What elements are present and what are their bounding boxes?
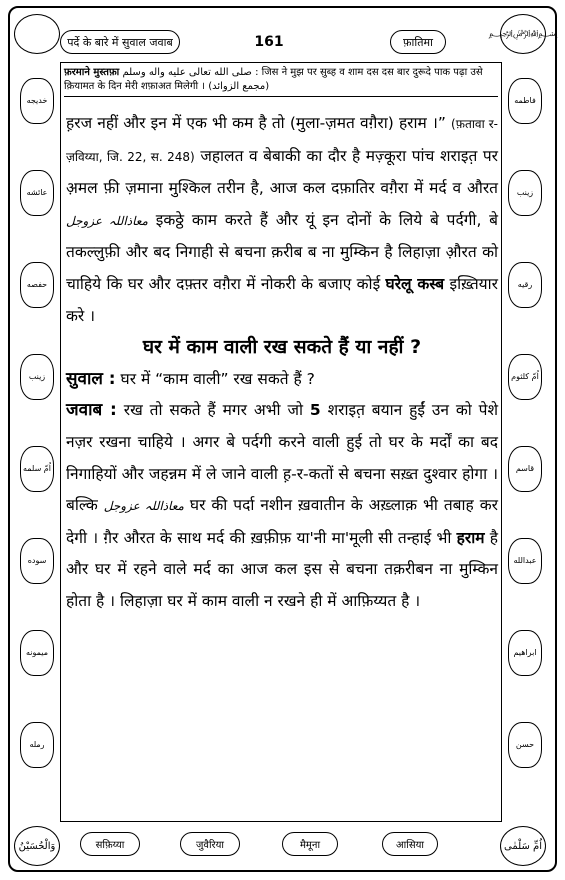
side-right-cartouche: عبدالله: [508, 538, 542, 584]
footer-cartouche-3: मैमूना: [282, 832, 338, 856]
side-right-cartouche: زينب: [508, 170, 542, 216]
body-text: [66, 108, 498, 618]
paragraph-1: [66, 108, 498, 332]
side-right-cartouche: حسن: [508, 722, 542, 768]
farman-label: फ़रमाने मुस्तफ़ा: [64, 67, 120, 78]
answer-text-3: घर की पर्दा नशीन ख़वातीन के अख़्लाक़ भी तबाह कर देगी । ग़ैर औरत के साथ मर्द की ख़फ़ीफ़ या'नी मा'मूली सी तन्हाई भी: [66, 496, 499, 547]
p1-continuation-2: इकठ्ठे काम करते हैं और यूं इन दोनों के लिये बे पर्दगी, बे तकल्लुफ़ी और बद निगाही से बचना क़रीब ब ना मुम्किन है लिहाज़ा औ़रत को चाहिये कि घर और दफ़्तर वग़ैरा में नोकरी के बजाए कोई: [66, 210, 498, 293]
side-right-cartouche: اُمّ كلثوم: [508, 354, 542, 400]
side-left-cartouche: ميمونه: [20, 630, 54, 676]
bold-term-2: हराम: [456, 528, 485, 547]
p1-text: ह़रज नहीं और इन में एक भी कम है तो (मुला-ज़मत वग़ैरा) हराम ।”: [66, 114, 446, 132]
arabic-phrase-2: معاذاللہ عزوجل: [103, 499, 184, 514]
side-right-cartouche: رقيه: [508, 262, 542, 308]
side-left-cartouche: خديجه: [20, 78, 54, 124]
arabic-phrase-1: معاذاللہ عزوجل: [66, 213, 148, 228]
bold-term-1: घरेलू कस्ब: [385, 274, 445, 293]
side-right-cartouche: ابراهيم: [508, 630, 542, 676]
p1-end: इख़्तियार करे ।: [66, 274, 498, 325]
answer: [66, 395, 498, 617]
farman-line: [64, 66, 498, 97]
answer-text-4: है और घर में रहने वाले मर्द का आज कल इस से बचना तक़रीबन ना मुम्किन होता है । लिहाज़ा घर में काम वाली न रखने ही में आफ़िय्यत है ।: [66, 528, 498, 610]
page-number: 161: [254, 34, 284, 50]
farman-arabic: صلى الله تعالى عليه واله وسلم: [122, 67, 252, 78]
side-left-cartouche: رمله: [20, 722, 54, 768]
footer-cartouche-4: आसिया: [382, 832, 438, 856]
footer-cartouche-2: जुवैरिया: [180, 832, 240, 856]
corner-top-right: ﷽: [500, 14, 546, 54]
p1-continuation: जहालत व बेबाकी का दौर है मज़्कूरा पांच शराइत़ पर अ़मल फ़ी ज़माना मुश्किल तरीन है, आज कल दफ़ातिर वग़ैरा में मर्द व औरत: [66, 146, 498, 198]
section-heading: घर में काम वाली रख सकते हैं या नहीं ?: [142, 336, 422, 359]
farman-ref: (مجمع الزوائد): [208, 81, 270, 92]
answer-number: 5: [309, 401, 321, 420]
side-left-cartouche: سوده: [20, 538, 54, 584]
farman-text: : जिस ने मुझ पर सुब्ह व शाम दस दस बार दुरूदे पाक पढ़ा उसे क़ियामत के दिन मेरी शफ़ाअत मिलेगी ।: [64, 67, 483, 92]
corner-top-left: [14, 14, 60, 54]
side-right-cartouche: قاسم: [508, 446, 542, 492]
answer-text-1: रख तो सकते हैं मगर अभी जो: [123, 401, 303, 420]
side-left-cartouche: اُمّ سلمه: [20, 446, 54, 492]
footer-cartouche-1: सफ़िय्या: [80, 832, 140, 856]
answer-label: जवाब :: [66, 400, 117, 421]
p1-reference: (फ़तावा र-ज़विय्या, जि. 22, स. 248): [66, 117, 498, 164]
answer-text-2: शराइत़ बयान हुईं उन को पेशे नज़र रखना चाहिये । अगर बे पर्दगी करने वाली हुई तो घर के मर्दों का बद निगाहियों और जहन्नम में ले जाने वाली ह़-र-कतों से बचना सख़्त दुश्वार होगा । बल्कि: [66, 401, 498, 515]
question-label: सुवाल :: [66, 368, 116, 389]
header-left-title: पर्दे के बारे में सुवाल जवाब: [60, 30, 180, 54]
side-left-cartouche: عائشه: [20, 170, 54, 216]
question-text: घर में “काम वाली” रख सकते हैं ?: [120, 369, 315, 388]
question: [66, 364, 498, 396]
corner-bottom-left: وَالْحُسَيْنُ: [14, 826, 60, 866]
header-right-title: फ़ातिमा: [390, 30, 446, 54]
side-right-cartouche: فاطمه: [508, 78, 542, 124]
side-left-cartouche: زينب: [20, 354, 54, 400]
side-left-cartouche: حفصه: [20, 262, 54, 308]
corner-bottom-right: اُمِّ سَلْمٰى: [500, 826, 546, 866]
